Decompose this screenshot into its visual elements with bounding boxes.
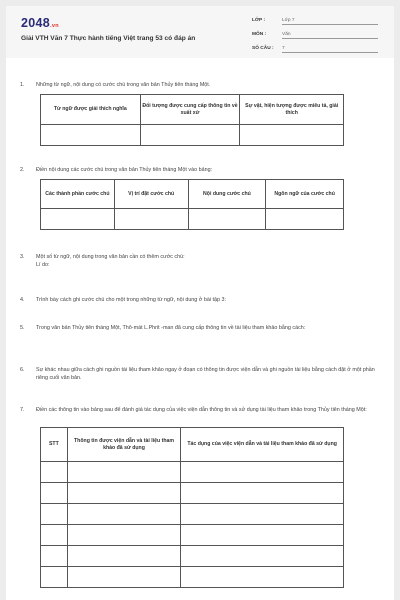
table-cell[interactable] bbox=[67, 462, 181, 483]
table-cell[interactable] bbox=[41, 483, 68, 504]
table-header: Đối tượng được cung cấp thông tin về xuất xứ bbox=[140, 95, 240, 125]
question-text: Trình bày cách ghi cước chú cho một trong những từ ngữ, nội dung ở bài tập 3: bbox=[36, 297, 227, 303]
question-count-label: SỐ CÂU : bbox=[252, 46, 274, 51]
question-number: 2. bbox=[20, 167, 25, 173]
table-cell[interactable] bbox=[41, 504, 68, 525]
subject-label: MÔN : bbox=[252, 32, 267, 37]
question-text: Điền nội dung các cước chú trong văn bản Thủy tiên tháng Một vào bảng: bbox=[36, 167, 213, 173]
table-header: STT bbox=[41, 428, 68, 462]
table-2 bbox=[40, 179, 344, 230]
table-cell[interactable] bbox=[181, 546, 344, 567]
question-number: 7. bbox=[20, 407, 25, 413]
table-cell[interactable] bbox=[41, 125, 141, 146]
subject-field bbox=[252, 32, 378, 39]
logo-suffix: .vn bbox=[50, 23, 59, 29]
subject-value: Văn bbox=[282, 32, 378, 39]
question-number: 1. bbox=[20, 82, 25, 88]
table-header: Thông tin được viện dẫn và tài liệu tham khảo đã sử dụng bbox=[67, 428, 181, 462]
logo-text: 2048 bbox=[21, 16, 51, 30]
question-5 bbox=[20, 324, 380, 332]
table-header: Nội dung cước chú bbox=[188, 180, 266, 209]
question-subtext: Lí do: bbox=[36, 262, 50, 269]
table-cell[interactable] bbox=[266, 209, 344, 230]
question-text: Một số từ ngữ, nội dung trong văn bản cần có thêm cước chú: bbox=[36, 254, 185, 260]
page-title: Giải VTH Văn 7 Thực hành tiếng Việt trang 53 có đáp án bbox=[21, 35, 196, 42]
table-header: Ngôn ngữ của cước chú bbox=[266, 180, 344, 209]
table-1 bbox=[40, 94, 344, 146]
table-cell[interactable] bbox=[140, 125, 240, 146]
question-7 bbox=[20, 406, 380, 414]
table-cell[interactable] bbox=[41, 525, 68, 546]
table-header: Vị trí đặt cước chú bbox=[114, 180, 188, 209]
question-number: 6. bbox=[20, 367, 25, 373]
table-cell[interactable] bbox=[41, 546, 68, 567]
table-cell[interactable] bbox=[181, 483, 344, 504]
question-1 bbox=[20, 81, 380, 89]
question-text: Những từ ngữ, nội dung có cước chú trong văn bản Thủy tiên tháng Một. bbox=[36, 82, 211, 88]
question-6 bbox=[20, 366, 380, 383]
table-cell[interactable] bbox=[181, 462, 344, 483]
question-text: Sự khác nhau giữa cách ghi nguồn tài liệu tham khảo ngay ở đoạn có thông tin được viện dẫn và ghi nguồn tài liệu bằng cách đặt ở một phần riêng cuối văn bản. bbox=[36, 367, 375, 382]
question-text: Điền các thông tin vào bảng sau để đánh giá tác dụng của việc viện dẫn thông tin và sử dụng tài liệu tham khảo trong Thủy tiên tháng Một: bbox=[36, 407, 367, 413]
table-cell[interactable] bbox=[41, 209, 115, 230]
question-2 bbox=[20, 166, 380, 174]
question-number: 3. bbox=[20, 254, 25, 260]
table-header: Sự vật, hiện tượng được miêu tả, giải thích bbox=[240, 95, 344, 125]
table-header: Tác dụng của việc viện dẫn và tài liệu tham khảo đã sử dụng bbox=[181, 428, 344, 462]
question-number: 5. bbox=[20, 325, 25, 331]
table-cell[interactable] bbox=[240, 125, 344, 146]
question-text: Trong văn bản Thủy tiên tháng Một, Thô-mát L.Phrit -man đã cung cấp thông tin về tài liệu tham khảo bằng cách: bbox=[36, 325, 306, 331]
table-cell[interactable] bbox=[41, 567, 68, 588]
table-cell[interactable] bbox=[67, 546, 181, 567]
table-cell[interactable] bbox=[67, 504, 181, 525]
class-label: LỚP : bbox=[252, 18, 266, 23]
question-number: 4. bbox=[20, 297, 25, 303]
table-cell[interactable] bbox=[67, 483, 181, 504]
table-cell[interactable] bbox=[114, 209, 188, 230]
question-count-value: 7 bbox=[282, 46, 378, 53]
table-header: Từ ngữ được giải thích nghĩa bbox=[41, 95, 141, 125]
table-header: Các thành phần cước chú bbox=[41, 180, 115, 209]
table-cell[interactable] bbox=[188, 209, 266, 230]
question-3 bbox=[20, 253, 380, 270]
table-cell[interactable] bbox=[67, 525, 181, 546]
class-field bbox=[252, 18, 378, 25]
question-count-field bbox=[252, 46, 378, 53]
table-3 bbox=[40, 427, 344, 588]
worksheet-header bbox=[6, 6, 394, 58]
table-cell[interactable] bbox=[181, 567, 344, 588]
worksheet-page bbox=[6, 6, 394, 600]
class-value: Lớp 7 bbox=[282, 18, 378, 25]
table-cell[interactable] bbox=[41, 462, 68, 483]
table-cell[interactable] bbox=[181, 504, 344, 525]
question-4 bbox=[20, 296, 380, 304]
site-logo[interactable] bbox=[21, 16, 59, 30]
table-cell[interactable] bbox=[67, 567, 181, 588]
table-cell[interactable] bbox=[181, 525, 344, 546]
